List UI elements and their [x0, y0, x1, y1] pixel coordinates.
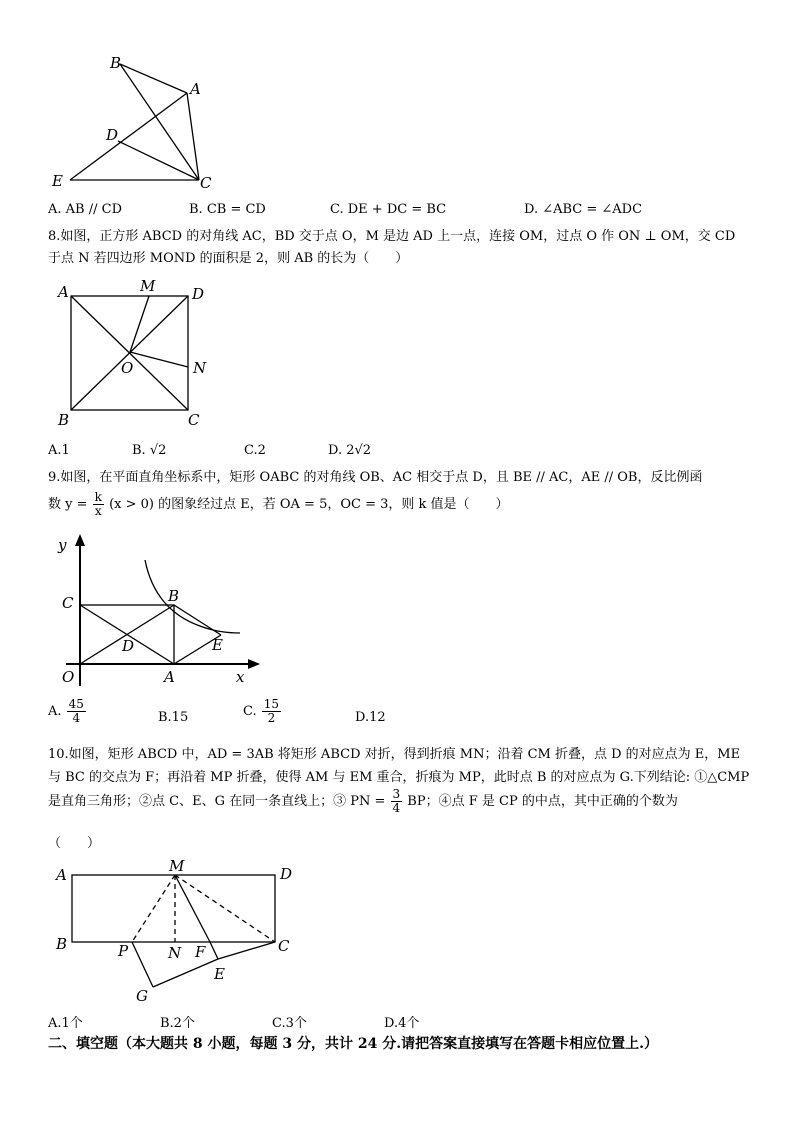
q8-label-n: N — [193, 359, 207, 377]
q7-figure — [40, 48, 240, 193]
q8-figure — [50, 275, 230, 435]
q9-text-line2-pre: 数 y = — [48, 497, 88, 512]
q9-option-a-den: 4 — [72, 711, 81, 725]
q10-text-line3-pre: 是直角三角形；②点 C、E、G 在同一条直线上；③ PN = — [48, 794, 386, 809]
q9-label-a: A — [164, 668, 175, 686]
q10-label-e: E — [214, 965, 225, 983]
q10-figure — [50, 855, 310, 1005]
q7-label-d: D — [106, 126, 119, 144]
q9-option-c-fraction — [262, 698, 281, 725]
q10-label-f: F — [195, 943, 206, 961]
q9-label-c: C — [62, 594, 74, 612]
q7-label-b: B — [110, 54, 122, 72]
q9-text-line1: 9.如图，在平面直角坐标系中，矩形 OABC 的对角线 OB、AC 相交于点 D，且 BE // AC，AE // OB，反比例函 — [48, 470, 703, 485]
q8-label-b: B — [58, 411, 70, 429]
q10-fraction-den: 4 — [392, 801, 401, 815]
q9-option-a — [48, 698, 87, 725]
q10-option-d: D.4个 — [384, 1016, 420, 1031]
q7-option-d: D. ∠ABC = ∠ADC — [524, 202, 643, 217]
q9-text-line2 — [48, 491, 509, 518]
q7-label-e: E — [52, 172, 63, 190]
q9-label-y: y — [58, 536, 67, 554]
q9-option-d: D.12 — [355, 710, 386, 725]
q10-label-c: C — [278, 937, 290, 955]
q9-fraction — [93, 491, 104, 518]
q10-option-a: A.1个 — [48, 1016, 83, 1031]
q9-fraction-num: k — [94, 490, 102, 504]
q8-text-line2: 于点 N 若四边形 MOND 的面积是 2，则 AB 的长为（ ） — [48, 251, 409, 266]
q7-option-b: B. CB = CD — [189, 202, 266, 217]
q9-option-c — [243, 698, 282, 725]
q7-label-c: C — [200, 174, 212, 192]
q8-label-o: O — [121, 359, 134, 377]
q8-label-m: M — [140, 277, 156, 295]
q10-option-b: B.2个 — [160, 1016, 195, 1031]
q10-label-b: B — [56, 935, 68, 953]
q9-figure — [50, 530, 270, 690]
section-2-heading: 二、填空题（本大题共 8 小题，每题 3 分，共计 24 分.请把答案直接填写在答题卡相应位置上.） — [48, 1036, 658, 1052]
q9-option-c-num: 15 — [263, 697, 280, 711]
q10-text-line1: 10.如图，矩形 ABCD 中，AD = 3AB 将矩形 ABCD 对折，得到折痕 MN；沿着 CM 折叠，点 D 的对应点为 E，ME — [48, 747, 741, 762]
q10-text-line2: 与 BC 的交点为 F；再沿着 MP 折叠，使得 AM 与 EM 重合，折痕为 MP，此时点 B 的对应点为 G.下列结论: ①△CMP — [48, 770, 750, 785]
q7-option-c: C. DE + DC = BC — [330, 202, 447, 217]
q10-option-c: C.3个 — [272, 1016, 307, 1031]
q9-option-a-prefix: A. — [48, 704, 62, 719]
q9-option-c-den: 2 — [267, 711, 276, 725]
q7-option-a: A. AB // CD — [48, 202, 122, 217]
q8-text-line1: 8.如图，正方形 ABCD 的对角线 AC，BD 交于点 O，M 是边 AD 上一点，连接 OM，过点 O 作 ON ⊥ OM，交 CD — [48, 229, 736, 244]
q10-fraction — [391, 788, 403, 815]
q9-label-x: x — [236, 668, 245, 686]
q8-label-c: C — [188, 411, 200, 429]
q9-label-b: B — [168, 587, 180, 605]
q8-label-d: D — [192, 285, 205, 303]
q10-label-g: G — [136, 987, 148, 1005]
q9-label-o: O — [62, 668, 75, 686]
q10-label-m: M — [169, 857, 185, 875]
q9-option-a-fraction — [67, 698, 86, 725]
q8-option-b: B. √2 — [132, 443, 167, 458]
q9-label-e: E — [212, 636, 223, 654]
q10-text-line3-post: BP；④点 F 是 CP 的中点，其中正确的个数为 — [407, 794, 678, 809]
q10-label-a: A — [56, 866, 67, 884]
q9-label-d: D — [122, 637, 135, 655]
q10-label-p: P — [118, 942, 129, 960]
q9-option-b: B.15 — [158, 710, 189, 725]
q10-label-n: N — [168, 944, 182, 962]
q8-option-d: D. 2√2 — [328, 443, 372, 458]
q10-label-d: D — [280, 865, 293, 883]
q8-option-a: A.1 — [48, 443, 70, 458]
q8-label-a: A — [58, 283, 69, 301]
q9-option-a-num: 45 — [68, 697, 84, 711]
q10-fraction-num: 3 — [392, 787, 401, 801]
q8-option-c: C.2 — [244, 443, 266, 458]
q9-option-c-prefix: C. — [243, 704, 257, 719]
q9-text-line2-post: (x > 0) 的图象经过点 E，若 OA = 5，OC = 3，则 k 值是（ ） — [109, 497, 509, 512]
q9-fraction-den: x — [94, 504, 102, 518]
q10-text-line4: （ ） — [48, 836, 101, 851]
q10-text-line3 — [48, 788, 678, 815]
q7-label-a: A — [190, 80, 201, 98]
